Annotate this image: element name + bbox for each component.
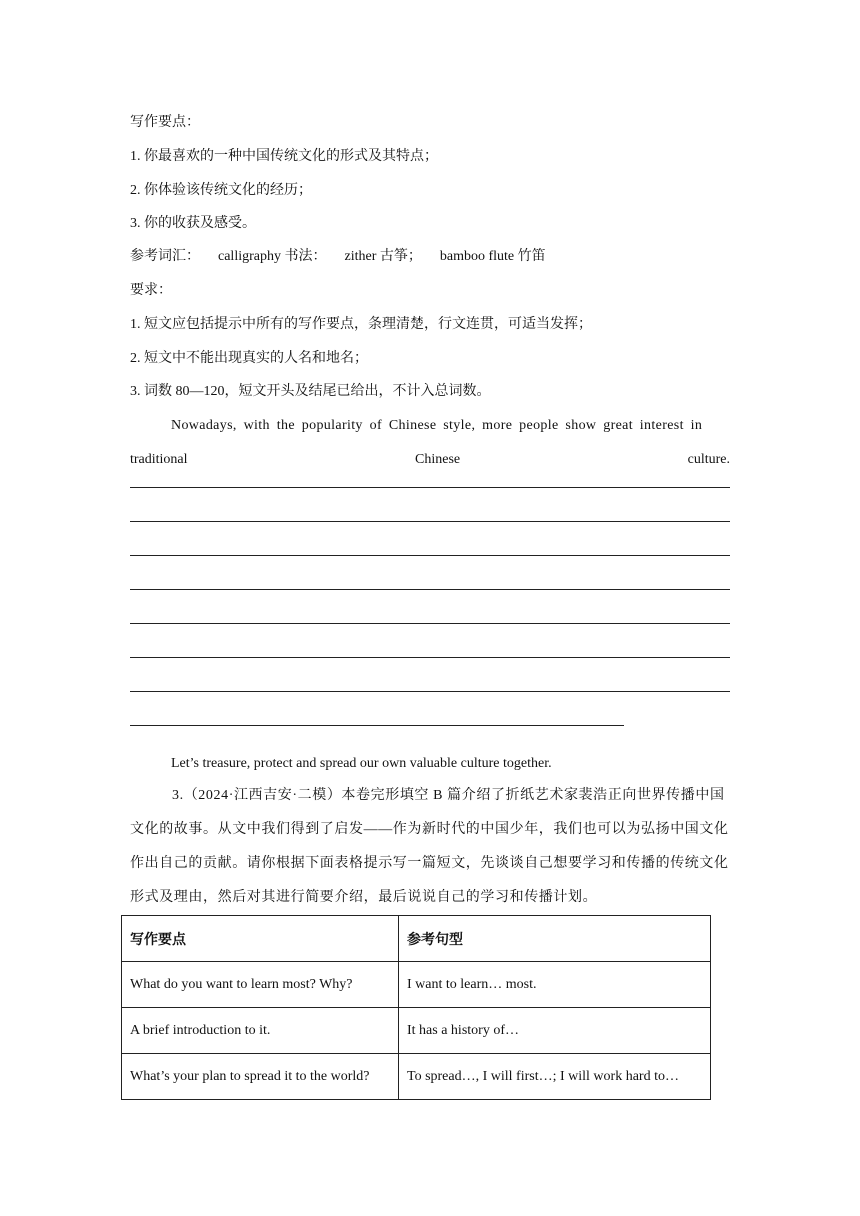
requirement-1: 1. 短文应包括提示中所有的写作要点，条理清楚，行文连贯，可适当发挥； — [130, 317, 592, 332]
vocab-item: zither 古筝； — [344, 249, 422, 264]
writing-point-3: 3. 你的收获及感受。 — [130, 216, 256, 231]
answer-line[interactable] — [130, 555, 730, 556]
opening-word: Chinese — [415, 452, 461, 467]
answer-line[interactable] — [130, 725, 624, 726]
answer-line[interactable] — [130, 657, 730, 658]
requirement-2: 2. 短文中不能出现真实的人名和地名； — [130, 351, 368, 366]
writing-points-heading: 写作要点： — [130, 115, 200, 130]
writing-point-2: 2. 你体验该传统文化的经历； — [130, 183, 312, 198]
writing-guide-table — [121, 915, 711, 1100]
table-cell: What’s your plan to spread it to the world? — [122, 1054, 399, 1100]
table-header: 写作要点 — [122, 916, 399, 962]
vocab-item: bamboo flute 竹笛 — [439, 249, 546, 264]
essay-opening-line-1: Nowadays, with the popularity of Chinese style, more people show great interest in — [171, 418, 703, 433]
answer-line[interactable] — [130, 623, 730, 624]
vocab-line — [130, 247, 546, 267]
table-header-row — [122, 916, 711, 962]
table-row — [122, 1054, 711, 1100]
question-3-prompt: 3.（2024·江西吉安·二模）本卷完形填空 B 篇介绍了折纸艺术家裴浩正向世界传播中国文化的故事。从文中我们得到了启发——作为新时代的中国少年，我们也可以为弘扬中国文化作出自己的贡献。请你根据下面表格提示写一篇短文，先谈谈自己想要学习和传播的传统文化形式及理由，然后对其进行简要介绍，最后说说自己的学习和传播计划。 — [130, 788, 729, 905]
opening-word: traditional — [130, 452, 188, 467]
writing-point-1: 1. 你最喜欢的一种中国传统文化的形式及其特点； — [130, 149, 438, 164]
requirements-heading: 要求： — [130, 283, 172, 298]
essay-opening-line-2 — [130, 450, 730, 470]
answer-line[interactable] — [130, 691, 730, 692]
table-header: 参考句型 — [399, 916, 711, 962]
answer-line[interactable] — [130, 589, 730, 590]
table-row — [122, 1008, 711, 1054]
essay-closing: Let’s treasure, protect and spread our own valuable culture together. — [171, 756, 552, 771]
vocab-label: 参考词汇： — [130, 249, 200, 264]
table-cell: What do you want to learn most? Why? — [122, 962, 399, 1008]
table-row — [122, 962, 711, 1008]
table-cell: To spread…, I will first…; I will work hard to… — [399, 1054, 711, 1100]
opening-word: culture. — [687, 452, 730, 467]
answer-line[interactable] — [130, 521, 730, 522]
table-cell: A brief introduction to it. — [122, 1008, 399, 1054]
vocab-item: calligraphy 书法： — [218, 249, 327, 264]
table-cell: I want to learn… most. — [399, 962, 711, 1008]
answer-line[interactable] — [130, 487, 730, 488]
requirement-3: 3. 词数 80—120，短文开头及结尾已给出，不计入总词数。 — [130, 384, 491, 399]
table-cell: It has a history of… — [399, 1008, 711, 1054]
